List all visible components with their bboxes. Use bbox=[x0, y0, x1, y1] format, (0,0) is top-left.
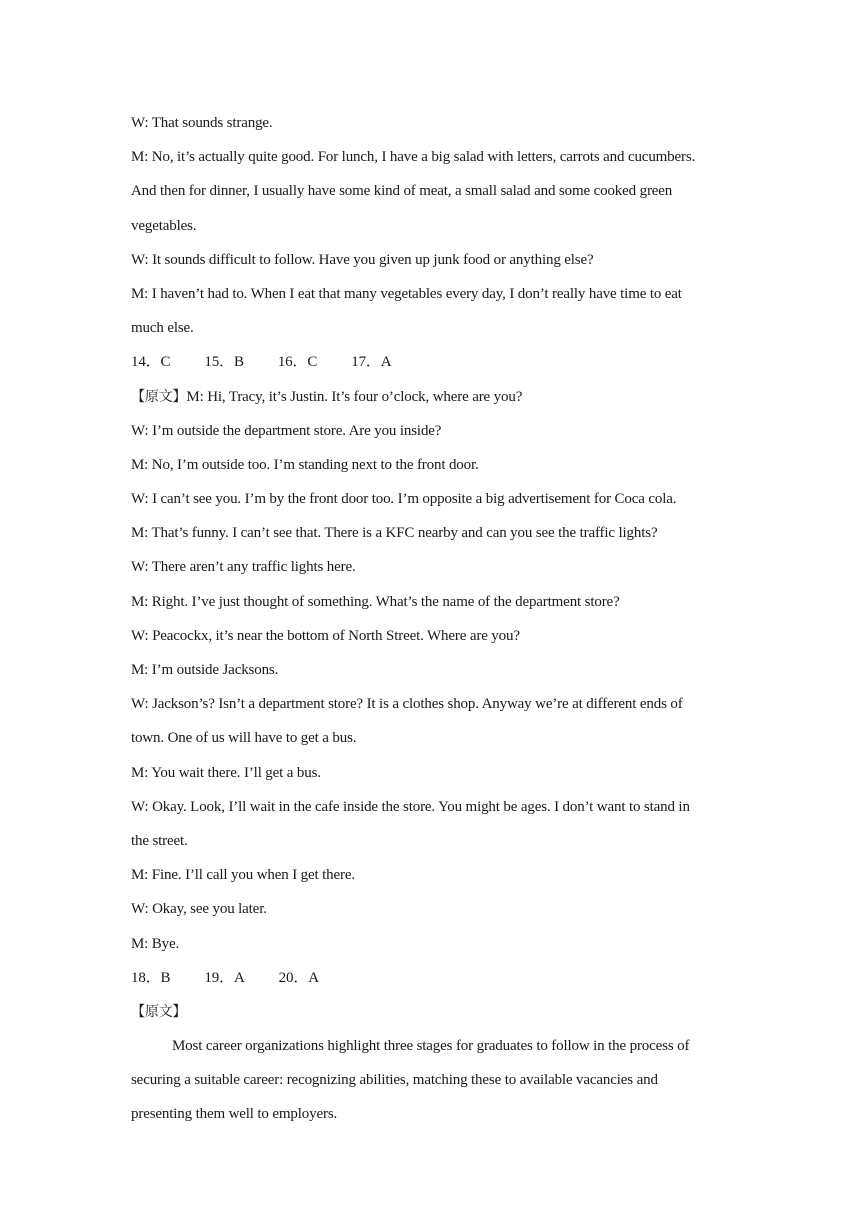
dialogue-line: M: I haven’t had to. When I eat that many vegetables every day, I don’t really have time to eat bbox=[131, 285, 682, 302]
answer-item: 16．C bbox=[277, 354, 318, 371]
dialogue-line: M: Fine. I’ll call you when I get there. bbox=[131, 867, 355, 884]
dialogue-line: M: You wait there. I’ll get a bus. bbox=[131, 764, 321, 781]
dialogue-line: vegetables. bbox=[131, 217, 197, 234]
dialogue-line: M: I’m outside Jacksons. bbox=[131, 662, 279, 678]
dialogue-line: M: Bye. bbox=[131, 935, 180, 952]
dialogue-line: M: Hi, Tracy, it’s Justin. It’s four o’clock, where are you? bbox=[186, 388, 523, 405]
answer-item: 20．A bbox=[278, 969, 319, 986]
dialogue-line: W: It sounds difficult to follow. Have you given up junk food or anything else? bbox=[131, 251, 594, 268]
dialogue-line: M: No, it’s actually quite good. For lunch, I have a big salad with letters, carrots and cucumbers. bbox=[131, 149, 696, 166]
dialogue-line: M: That’s funny. I can’t see that. There is a KFC nearby and can you see the traffic lights? bbox=[131, 525, 658, 542]
dialogue-line: M: No, I’m outside too. I’m standing next to the front door. bbox=[131, 456, 479, 473]
dialogue-line: W: There aren’t any traffic lights here. bbox=[131, 559, 356, 576]
answer-key-14-17 bbox=[131, 345, 731, 379]
dialogue-line: W: Peacockx, it’s near the bottom of North Street. Where are you? bbox=[131, 627, 520, 644]
answer-key-18-20 bbox=[131, 961, 731, 995]
dialogue-line: town. One of us will have to get a bus. bbox=[131, 730, 357, 747]
passage-line: presenting them well to employers. bbox=[131, 1106, 338, 1123]
passage-marker-line bbox=[131, 995, 731, 1029]
dialogue-line: W: Okay, see you later. bbox=[131, 901, 267, 918]
transcript-start-line bbox=[131, 380, 731, 414]
passage-line: securing a suitable career: recognizing abilities, matching these to available vacancies and bbox=[131, 1072, 658, 1089]
answer-item: 19．A bbox=[204, 969, 245, 986]
transcript-marker: 【原文】 bbox=[131, 1003, 187, 1020]
answer-item: 15．B bbox=[204, 354, 244, 371]
dialogue-line: much else. bbox=[131, 320, 194, 337]
dialogue-line: W: Jackson’s? Isn’t a department store? It is a clothes shop. Anyway we’re at different ends of bbox=[131, 696, 683, 713]
answer-item: 14．C bbox=[131, 354, 171, 371]
dialogue-line: And then for dinner, I usually have some kind of meat, a small salad and some cooked green bbox=[131, 183, 673, 200]
transcript-marker: 【原文】 bbox=[131, 388, 187, 405]
dialogue-line: W: I’m outside the department store. Are you inside? bbox=[131, 422, 442, 439]
passage-line: Most career organizations highlight three stages for graduates to follow in the process of bbox=[172, 1038, 690, 1055]
answer-item: 17．A bbox=[351, 354, 392, 371]
dialogue-line: the street. bbox=[131, 832, 188, 849]
dialogue-line: W: That sounds strange. bbox=[131, 115, 273, 131]
dialogue-line: W: I can’t see you. I’m by the front door too. I’m opposite a big advertisement for Coca cola. bbox=[131, 491, 677, 508]
dialogue-line: W: Okay. Look, I’ll wait in the cafe inside the store. You might be ages. I don’t want to stand in bbox=[131, 798, 690, 815]
dialogue-line: M: Right. I’ve just thought of something. What’s the name of the department store? bbox=[131, 593, 620, 610]
document-page bbox=[131, 106, 731, 1132]
answer-item: 18．B bbox=[131, 969, 171, 986]
